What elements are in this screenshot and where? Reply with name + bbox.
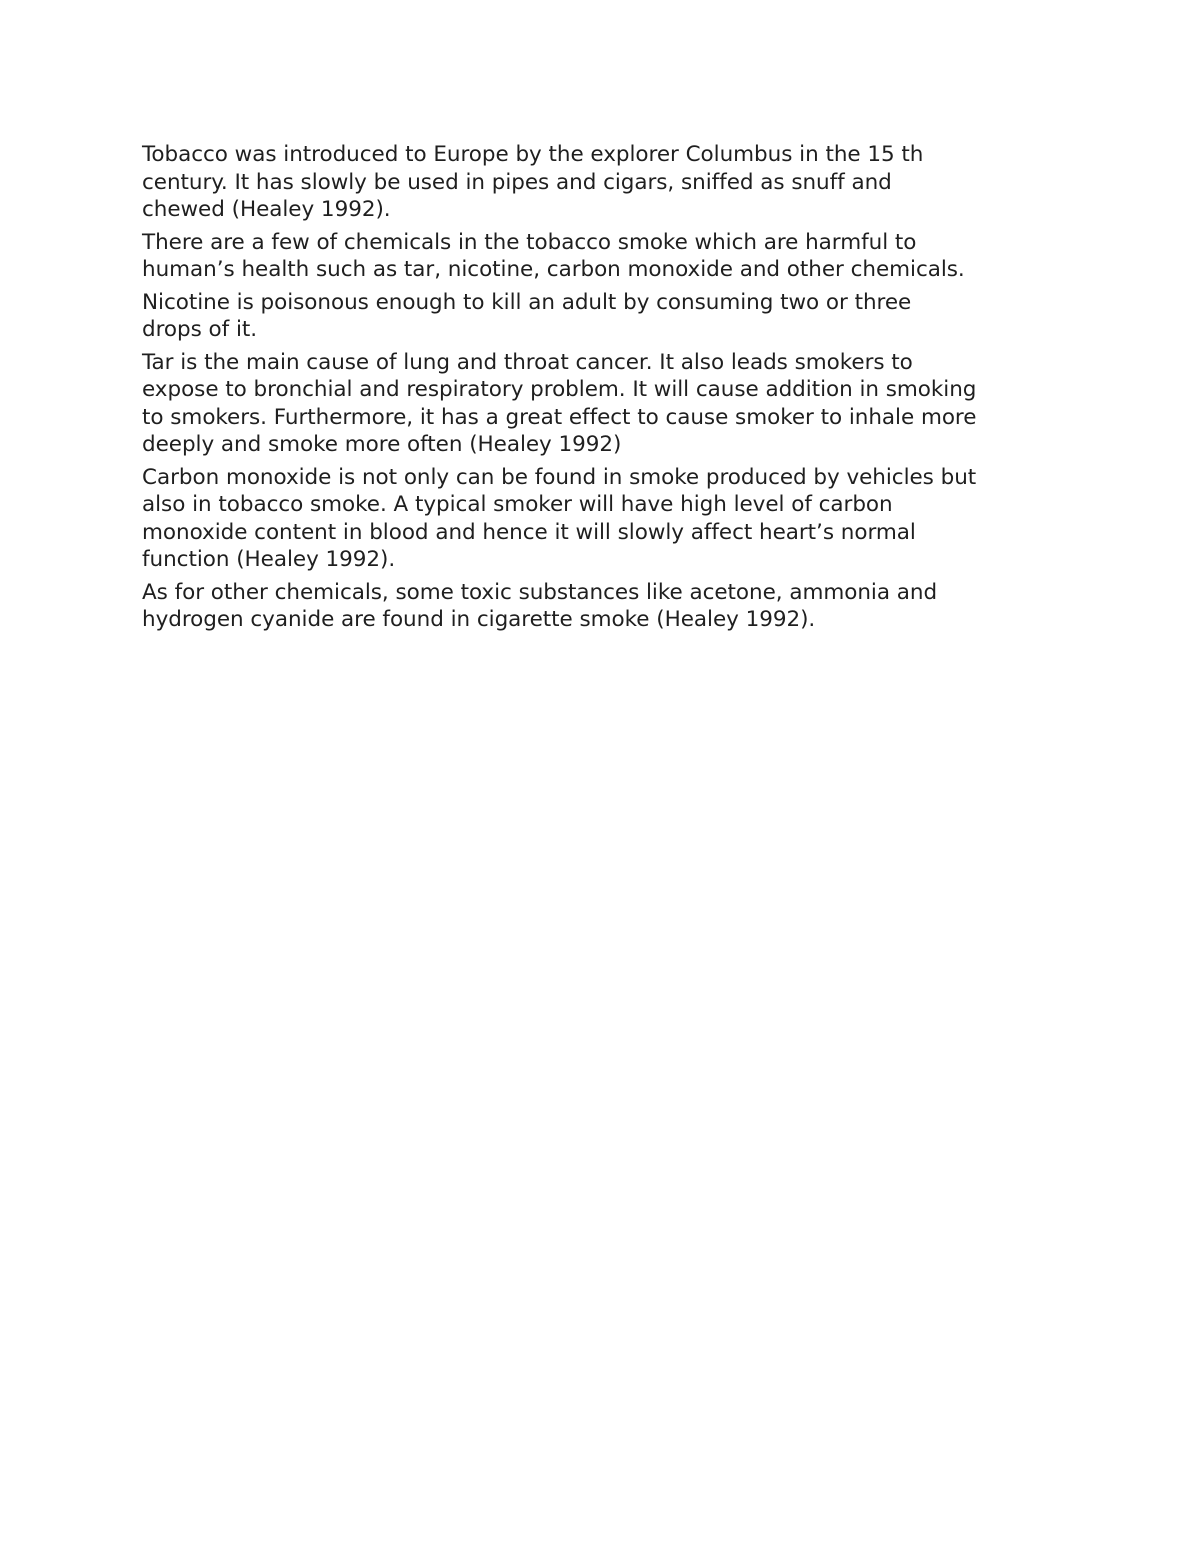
- paragraph-other-chemicals: As for other chemicals, some toxic substances like acetone, ammonia and hydrogen cyanide are found in cigarette smoke (Healey 1992).: [142, 579, 938, 632]
- paragraph-tar: Tar is the main cause of lung and throat cancer. It also leads smokers to expose to bronchial and respiratory problem. It will cause addition in smoking to smokers. Furthermore, it has a great effect to cause smoker to inhale more deeply and smoke more often (Healey 1992): [142, 349, 977, 457]
- paragraph-tobacco-history: Tobacco was introduced to Europe by the explorer Columbus in the 15 th century. It has slowly be used in pipes and cigars, sniffed as snuff and chewed (Healey 1992).: [142, 142, 924, 222]
- paragraph-nicotine: Nicotine is poisonous enough to kill an adult by consuming two or three drops of it.: [142, 289, 912, 342]
- document-body: [142, 141, 1082, 639]
- paragraph-harmful-chemicals: There are a few of chemicals in the tobacco smoke which are harmful to human’s health such as tar, nicotine, carbon monoxide and other chemicals.: [142, 229, 965, 282]
- paragraph-carbon-monoxide: Carbon monoxide is not only can be found in smoke produced by vehicles but also in tobacco smoke. A typical smoker will have high level of carbon monoxide content in blood and hence it will slowly affect heart’s normal function (Healey 1992).: [142, 464, 977, 572]
